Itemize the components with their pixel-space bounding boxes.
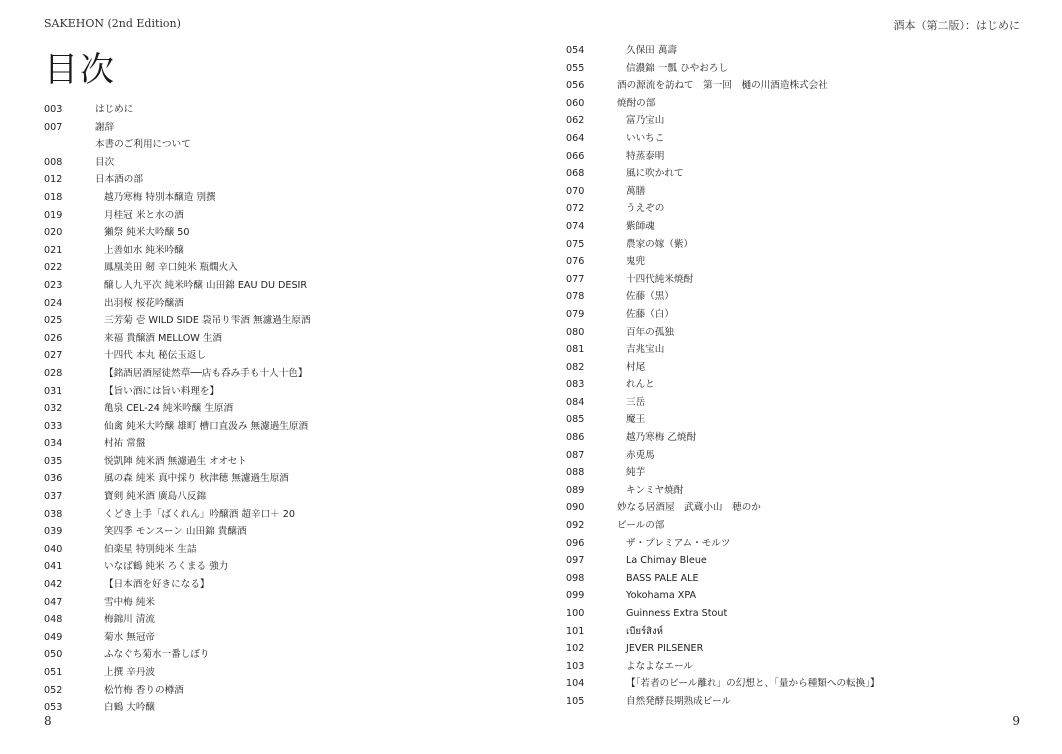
toc-entry-title: 伯楽星 特別純米 生詰 (104, 543, 197, 555)
toc-page-number: 068 (566, 168, 585, 180)
toc-entry-title: 【「若者のビール離れ」の幻想と、「量から種類への転換」】 (626, 678, 880, 690)
toc-page-number: 033 (44, 420, 63, 432)
toc-entry-title: 吉兆宝山 (626, 344, 665, 356)
toc-entry-title: BASS PALE ALE (626, 572, 699, 584)
toc-page-number: 053 (44, 702, 63, 714)
running-head-right: 酒本（第二版）：はじめに (893, 19, 1020, 32)
toc-entry-title: 三岳 (626, 396, 646, 408)
toc-entry-title: ふなぐち菊水一番しぼり (104, 649, 210, 661)
toc-entry-title: 月桂冠 米と水の酒 (104, 209, 184, 221)
toc-page-number: 012 (44, 174, 63, 186)
page-title: 目次 (44, 50, 116, 90)
toc-page-number: 085 (566, 414, 585, 426)
toc-page-number: 054 (566, 45, 585, 56)
toc-page-number: 097 (566, 555, 585, 567)
toc-page-number: 050 (44, 649, 63, 661)
toc-page-number: 037 (44, 491, 63, 503)
toc-page-number: 104 (566, 678, 585, 690)
toc-page-number: 072 (566, 203, 585, 215)
toc-entry-title: 自然発酵長期熟成ビール (626, 695, 731, 707)
toc-entry-title: 出羽桜 桜花吟醸酒 (104, 297, 184, 309)
toc-entry-title: 悦凱陣 純米酒 無濾過生 オオセト (104, 455, 247, 467)
page-number-right: 9 (1012, 714, 1020, 728)
toc-entry-title: 本書のご利用について (95, 139, 191, 151)
toc-entry-title: 目次 (95, 156, 115, 168)
toc-page-number: 090 (566, 502, 585, 514)
toc-page-number: 019 (44, 209, 63, 221)
toc-entry-title: 鳳凰美田 剱 辛口純米 瓶燗火入 (104, 262, 238, 274)
toc-page-number: 051 (44, 667, 63, 678)
toc-entry-title: 醸し人九平次 純米吟醸 山田錦 EAU DU DESIR (104, 279, 308, 291)
toc-entry-title: 梅錦川 清流 (104, 614, 156, 626)
toc-entry-title: 魔王 (626, 414, 646, 426)
toc-page-number: 003 (44, 104, 63, 115)
toc-entry-title: 佐藤（黒） (626, 291, 674, 303)
toc-page-number: 078 (566, 291, 585, 303)
toc-entry-title: いいちこ (626, 132, 665, 144)
toc-entry-title: 越乃寒梅 乙焼酎 (626, 432, 697, 444)
toc-page-number: 034 (44, 438, 63, 450)
toc-page-number: 096 (566, 537, 585, 549)
toc-entry-title: ザ・プレミアム・モルツ (626, 537, 731, 549)
toc-page-number: 021 (44, 244, 63, 256)
toc-entry-title: いなば鶴 純米 ろくまる 強力 (104, 561, 229, 573)
toc-entry-title: Yokohama XPA (626, 590, 697, 602)
toc-page-number: 040 (44, 543, 63, 555)
toc-page-number: 007 (44, 121, 63, 133)
toc-page-number: 055 (566, 62, 585, 74)
toc-entry-title: はじめに (95, 104, 134, 115)
toc-entry-title: 白鶴 大吟醸 (104, 702, 156, 714)
toc-entry-title: キンミヤ焼酎 (626, 484, 684, 496)
toc-entry-title: 仙禽 純米大吟醸 雄町 槽口直汲み 無濾過生原酒 (104, 420, 309, 432)
toc-page-number: 105 (566, 695, 585, 707)
toc-entry-title: เบียร์สิงห์ (626, 625, 664, 637)
toc-page-number: 077 (566, 273, 585, 285)
toc-page-number: 088 (566, 467, 585, 479)
toc-page-number: 081 (566, 344, 585, 356)
toc-page-number: 027 (44, 350, 63, 362)
toc-entry-title: 日本酒の部 (95, 174, 143, 186)
toc-page-number: 103 (566, 660, 585, 672)
toc-page-number: 023 (44, 279, 63, 291)
toc-entry-title: 久保田 萬壽 (626, 45, 678, 56)
toc-entry-title: 紫師魂 (626, 220, 655, 232)
toc-page-number: 026 (44, 332, 63, 344)
right-page (531, 0, 1062, 754)
toc-entry-title: 酒の源流を訪ねて 第一回 樋の川酒造株式会社 (617, 80, 828, 92)
toc-page-number: 048 (44, 614, 63, 626)
toc-entry-title: 農家の嫁（紫） (626, 238, 694, 250)
toc-entry-title: 風に吹かれて (626, 168, 684, 180)
toc-entry-title: 獺祭 純米大吟醸 50 (104, 227, 190, 239)
toc-page-number: 062 (566, 115, 585, 127)
toc-page-number: 020 (44, 227, 63, 239)
toc-entry-title: 雪中梅 純米 (104, 596, 156, 608)
toc-page-number: 074 (566, 220, 585, 232)
toc-entry-title: 富乃宝山 (626, 115, 665, 127)
toc-page-number: 066 (566, 150, 585, 162)
toc-entry-title: 佐藤（白） (626, 308, 674, 320)
toc-entry-title: くどき上手「ばくれん」吟醸酒 超辛口＋ 20 (104, 508, 295, 520)
toc-entry-title: 菊水 無冠帝 (104, 631, 156, 643)
toc-page-number: 060 (566, 97, 585, 109)
toc-page-number: 036 (44, 473, 63, 485)
toc-page-number: 056 (566, 80, 585, 92)
toc-page-number: 076 (566, 256, 585, 268)
toc-page-number: 042 (44, 579, 63, 591)
toc-entry-title: 村尾 (626, 361, 646, 373)
toc-entry-title: 百年の孤独 (626, 326, 674, 338)
toc-entry-title: 謝辞 (95, 121, 115, 133)
toc-page-number: 038 (44, 508, 63, 520)
toc-entry-title: 上善如水 純米吟醸 (104, 244, 184, 256)
toc-page-number: 087 (566, 449, 585, 461)
toc-page-number: 099 (566, 590, 585, 602)
toc-page-number: 031 (44, 385, 63, 397)
toc-page-number: 070 (566, 185, 585, 197)
toc-entry-title: 寶剣 純米酒 廣島八反錦 (104, 491, 207, 503)
toc-entry-title: 【旨い酒には旨い料理を】 (104, 385, 220, 397)
toc-entry-title: 純芋 (626, 467, 646, 479)
toc-entry-title: うえぞの (626, 203, 665, 215)
toc-page-number: 086 (566, 432, 585, 444)
toc-entry-title: 信濃錦 一瓢 ひやおろし (626, 62, 729, 74)
toc-entry-title: れんと (626, 379, 655, 391)
toc-entry-title: 三芳菊 壱 WILD SIDE 袋吊り雫酒 無濾過生原酒 (104, 315, 311, 327)
toc-page-number: 028 (44, 367, 63, 379)
toc-entry-title: 越乃寒梅 特別本醸造 別撰 (104, 191, 216, 203)
toc-entry-title: 村祐 常盤 (104, 438, 146, 450)
toc-page-number: 039 (44, 526, 63, 538)
toc-entry-title: 萬膳 (626, 185, 646, 197)
toc-entry-title: JEVER PILSENER (626, 643, 704, 655)
toc-page-number: 035 (44, 455, 63, 467)
toc-page-number: 018 (44, 191, 63, 203)
toc-page-number: 024 (44, 297, 63, 309)
toc-page-number: 089 (566, 484, 585, 496)
toc-entry-title: La Chimay Bleue (626, 555, 707, 567)
toc-entry-title: 赤兎馬 (626, 449, 655, 461)
toc-entry-title: 亀泉 CEL-24 純米吟醸 生原酒 (104, 403, 234, 415)
toc-page-number: 049 (44, 631, 63, 643)
toc-entry-title: 上撰 辛丹波 (104, 667, 156, 678)
toc-entry-title: 特蒸泰明 (626, 150, 665, 162)
toc-entry-title: Guinness Extra Stout (626, 608, 728, 619)
toc-page-number: 075 (566, 238, 585, 250)
page-number-left: 8 (44, 714, 52, 728)
toc-entry-title: 【銘酒居酒屋徒然草──店も呑み手も十人十色】 (104, 367, 308, 379)
toc-page-number: 079 (566, 308, 585, 320)
toc-entry-title: 松竹梅 香りの樽酒 (104, 684, 184, 696)
toc-entry-title: 妙なる居酒屋 武蔵小山 穂のか (617, 502, 761, 514)
toc-page-number: 102 (566, 643, 585, 655)
toc-page-number: 100 (566, 608, 585, 619)
toc-page-number: 098 (566, 572, 585, 584)
toc-page-number: 032 (44, 403, 63, 415)
toc-entry-title: 十四代純米焼酎 (626, 273, 694, 285)
toc-page-number: 083 (566, 379, 585, 391)
toc-page-number: 052 (44, 684, 63, 696)
toc-entry-title: 【日本酒を好きになる】 (104, 579, 210, 591)
toc-page-number: 008 (44, 156, 63, 168)
toc-page-number: 101 (566, 625, 585, 637)
toc-page-number: 022 (44, 262, 63, 274)
toc-page-number: 064 (566, 132, 585, 144)
toc-page-number: 084 (566, 396, 585, 408)
toc-entry-title: 鬼兜 (626, 256, 646, 268)
toc-entry-title: 十四代 本丸 秘伝玉返し (104, 350, 207, 362)
toc-page-number: 080 (566, 326, 585, 338)
toc-entry-title: よなよなエール (626, 660, 693, 672)
toc-entry-title: 来福 貴醸酒 MELLOW 生酒 (104, 332, 223, 344)
toc-entry-title: 風の森 純米 真中採り 秋津穂 無濾過生原酒 (104, 473, 289, 485)
toc-entry-title: ビールの部 (617, 520, 665, 532)
toc-page-number: 041 (44, 561, 63, 573)
toc-page-number: 092 (566, 520, 585, 532)
toc-page-number: 047 (44, 596, 63, 608)
running-head-left: SAKEHON (2nd Edition) (44, 17, 181, 30)
toc-entry-title: 笑四季 モンスーン 山田錦 貴醸酒 (104, 526, 247, 538)
toc-page-number: 082 (566, 361, 585, 373)
toc-page-number: 025 (44, 315, 63, 327)
toc-entry-title: 焼酎の部 (617, 97, 656, 109)
